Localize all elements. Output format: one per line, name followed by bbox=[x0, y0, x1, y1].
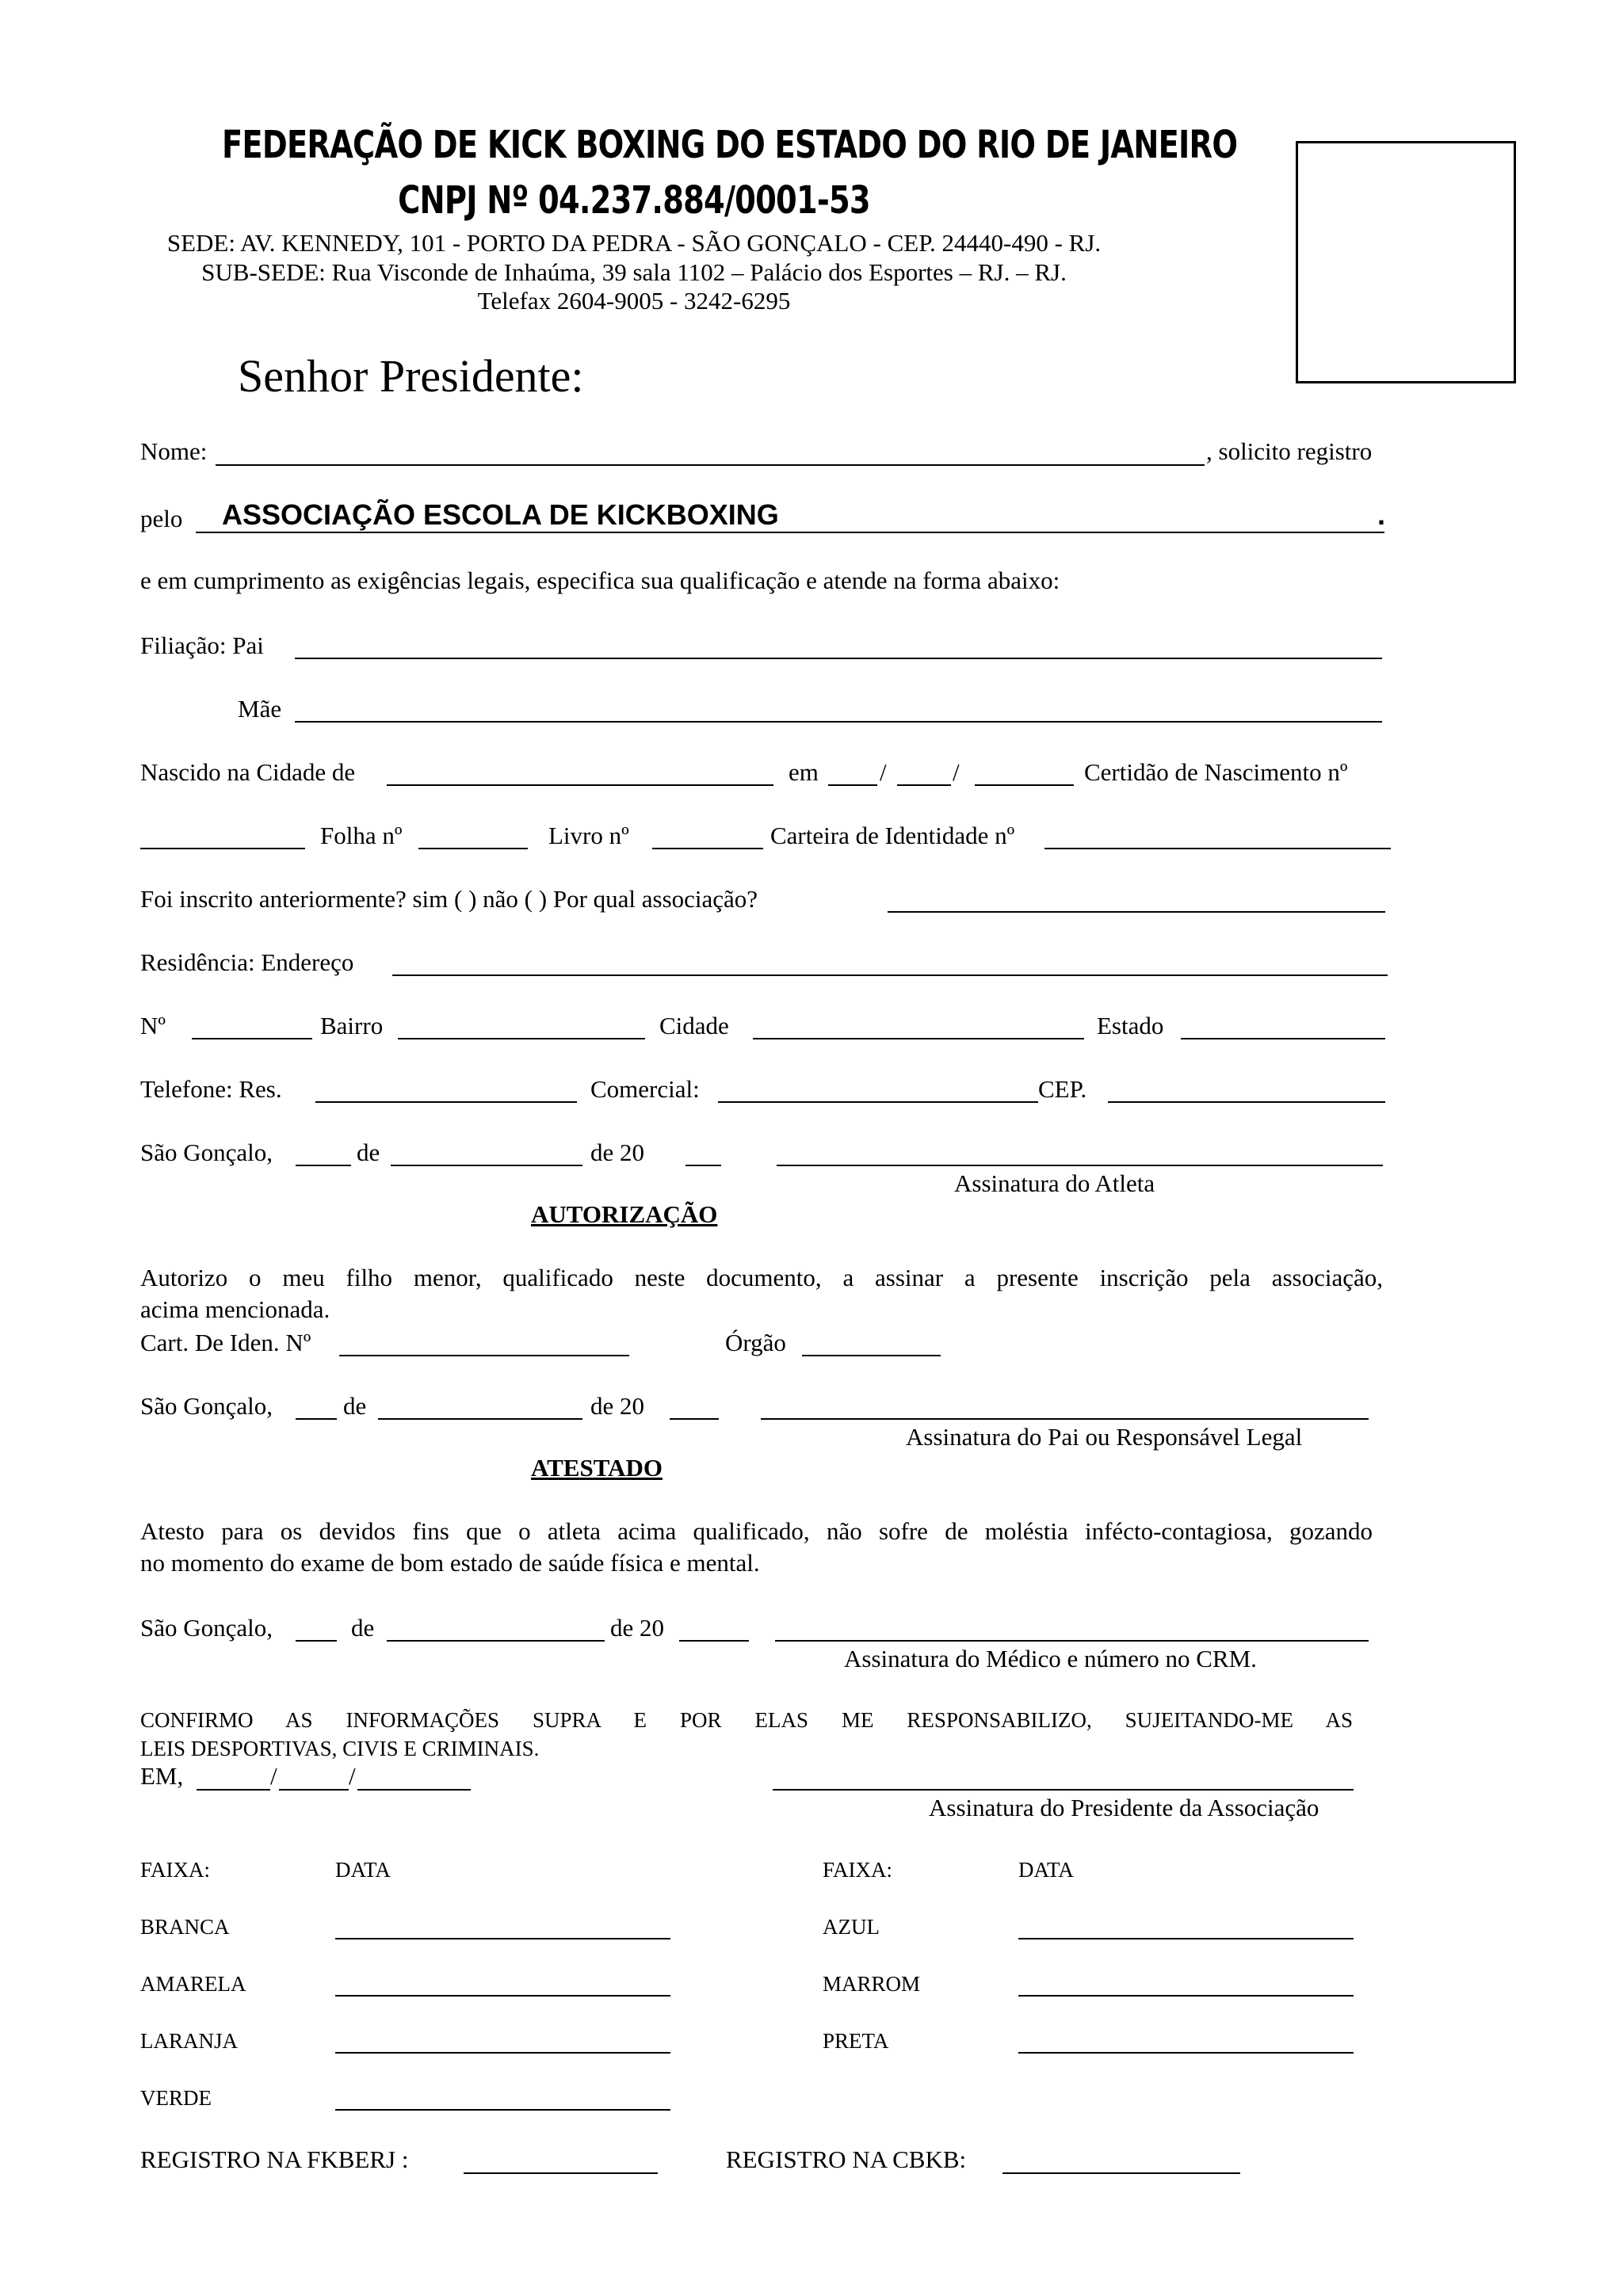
mae-label: Mãe bbox=[238, 695, 282, 723]
pelo-label: pelo bbox=[140, 505, 183, 532]
cidade-nascimento-field[interactable] bbox=[387, 784, 773, 786]
atestado-text-2: no momento do exame de bom estado de saúde física e mental. bbox=[140, 1549, 760, 1577]
cnpj-number: CNPJ Nº 04.237.884/0001-53 bbox=[398, 178, 870, 223]
nascido-label: Nascido na Cidade de bbox=[140, 758, 356, 786]
folha-label: Folha nº bbox=[320, 822, 403, 849]
de-atleta: de bbox=[357, 1138, 380, 1166]
carteira-field[interactable] bbox=[1044, 848, 1391, 849]
faixa-amarela-date-field[interactable] bbox=[335, 1995, 670, 1997]
confirmo-text-1: CONFIRMO AS INFORMAÇÕES SUPRA E POR ELAS ME RESPONSABILIZO, SUJEITANDO-ME AS bbox=[140, 1708, 1353, 1732]
faixa-branca: BRANCA bbox=[140, 1915, 230, 1939]
bairro-field[interactable] bbox=[398, 1038, 645, 1039]
certidao-field[interactable] bbox=[140, 848, 305, 849]
faixa-azul-date-field[interactable] bbox=[1018, 1938, 1354, 1939]
faixa-header-left: FAIXA: bbox=[140, 1858, 211, 1882]
cep-field[interactable] bbox=[1108, 1101, 1385, 1103]
em-ano-field[interactable] bbox=[357, 1789, 471, 1791]
cidade-field[interactable] bbox=[753, 1038, 1084, 1039]
orgao-field[interactable] bbox=[802, 1355, 941, 1356]
em-dia-field[interactable] bbox=[197, 1789, 270, 1791]
association-period: . bbox=[1377, 498, 1386, 531]
pelo-underline bbox=[196, 532, 1384, 533]
em-slash-2: / bbox=[349, 1762, 356, 1790]
endereco-field[interactable] bbox=[392, 974, 1388, 976]
federation-title: FEDERAÇÃO DE KICK BOXING DO ESTADO DO RIO DE JANEIRO bbox=[222, 123, 1238, 167]
autorizacao-title: AUTORIZAÇÃO bbox=[531, 1200, 718, 1228]
mes-nascimento-field[interactable] bbox=[897, 784, 951, 786]
sao-goncalo-atleta: São Gonçalo, bbox=[140, 1138, 273, 1166]
faixa-verde-date-field[interactable] bbox=[335, 2109, 670, 2111]
slash-1: / bbox=[880, 758, 887, 786]
cart-iden-field[interactable] bbox=[339, 1355, 629, 1356]
comercial-label: Comercial: bbox=[590, 1075, 700, 1103]
em-label: EM, bbox=[140, 1762, 184, 1790]
faixa-preta-date-field[interactable] bbox=[1018, 2052, 1354, 2054]
registro-fkberj-label: REGISTRO NA FKBERJ : bbox=[140, 2145, 409, 2173]
mes-atleta-field[interactable] bbox=[391, 1165, 582, 1166]
slash-2: / bbox=[953, 758, 960, 786]
filiacao-pai-label: Filiação: Pai bbox=[140, 631, 264, 659]
pai-field[interactable] bbox=[295, 658, 1382, 659]
assinatura-pai-field[interactable] bbox=[761, 1418, 1369, 1420]
ano-atleta-field[interactable] bbox=[685, 1165, 721, 1166]
de-medico: de bbox=[351, 1614, 375, 1642]
livro-field[interactable] bbox=[652, 848, 763, 849]
foi-inscrito-label: Foi inscrito anteriormente? sim ( ) não ( ) Por qual associação? bbox=[140, 885, 758, 913]
comercial-field[interactable] bbox=[718, 1101, 1038, 1103]
bairro-label: Bairro bbox=[320, 1012, 384, 1039]
dia-pai-field[interactable] bbox=[296, 1418, 337, 1420]
dia-medico-field[interactable] bbox=[296, 1640, 337, 1642]
residencia-label: Residência: Endereço bbox=[140, 948, 354, 976]
em-slash-1: / bbox=[270, 1762, 277, 1790]
mes-pai-field[interactable] bbox=[378, 1418, 582, 1420]
faixa-marrom: MARROM bbox=[823, 1972, 921, 1996]
autorizacao-text-2: acima mencionada. bbox=[140, 1295, 330, 1323]
estado-label: Estado bbox=[1097, 1012, 1164, 1039]
de20-atleta: de 20 bbox=[590, 1138, 645, 1166]
mae-field[interactable] bbox=[295, 721, 1382, 723]
data-header-left: DATA bbox=[335, 1858, 391, 1882]
registro-cbkb-field[interactable] bbox=[1002, 2172, 1240, 2174]
mes-medico-field[interactable] bbox=[387, 1640, 605, 1642]
dia-atleta-field[interactable] bbox=[296, 1165, 351, 1166]
associacao-anterior-field[interactable] bbox=[888, 911, 1385, 913]
nome-field[interactable] bbox=[216, 464, 1205, 466]
faixa-marrom-date-field[interactable] bbox=[1018, 1995, 1354, 1997]
confirmo-text-2: LEIS DESPORTIVAS, CIVIS E CRIMINAIS. bbox=[140, 1737, 540, 1760]
photo-box bbox=[1296, 141, 1516, 383]
assinatura-pai-label: Assinatura do Pai ou Responsável Legal bbox=[906, 1423, 1303, 1451]
faixa-amarela: AMARELA bbox=[140, 1972, 246, 1996]
subsede-address: SUB-SEDE: Rua Visconde de Inhaúma, 39 sala 1102 – Palácio dos Esportes – RJ. – RJ. bbox=[201, 258, 1067, 286]
faixa-azul: AZUL bbox=[823, 1915, 880, 1939]
ano-medico-field[interactable] bbox=[679, 1640, 749, 1642]
assinatura-atleta-label: Assinatura do Atleta bbox=[954, 1169, 1155, 1197]
assinatura-atleta-field[interactable] bbox=[777, 1165, 1383, 1166]
faixa-laranja: LARANJA bbox=[140, 2029, 239, 2053]
faixa-laranja-date-field[interactable] bbox=[335, 2052, 670, 2054]
numero-field[interactable] bbox=[192, 1038, 312, 1039]
estado-field[interactable] bbox=[1181, 1038, 1385, 1039]
de20-pai: de 20 bbox=[590, 1392, 645, 1420]
cidade-label: Cidade bbox=[659, 1012, 729, 1039]
autorizacao-text-1: Autorizo o meu filho menor, qualificado neste documento, a assinar a presente inscrição pela associação, bbox=[140, 1264, 1383, 1291]
nome-label: Nome: bbox=[140, 437, 208, 465]
telefax: Telefax 2604-9005 - 3242-6295 bbox=[477, 287, 791, 315]
de20-medico: de 20 bbox=[610, 1614, 665, 1642]
cart-iden-label: Cart. De Iden. Nº bbox=[140, 1329, 311, 1356]
association-name: ASSOCIAÇÃO ESCOLA DE KICKBOXING bbox=[222, 498, 779, 531]
assinatura-medico-field[interactable] bbox=[775, 1640, 1369, 1642]
faixa-verde: VERDE bbox=[140, 2086, 212, 2110]
assinatura-medico-label: Assinatura do Médico e número no CRM. bbox=[844, 1645, 1257, 1672]
sao-goncalo-pai: São Gonçalo, bbox=[140, 1392, 273, 1420]
registro-cbkb-label: REGISTRO NA CBKB: bbox=[726, 2145, 967, 2173]
salutation: Senhor Presidente: bbox=[238, 350, 584, 402]
faixa-preta: PRETA bbox=[823, 2029, 889, 2053]
atestado-text-1: Atesto para os devidos fins que o atleta acima qualificado, não sofre de moléstia infécto-contagiosa, gozando bbox=[140, 1517, 1373, 1545]
intro-text: e em cumprimento as exigências legais, especifica sua qualificação e atende na forma abaixo: bbox=[140, 566, 1060, 594]
sede-address: SEDE: AV. KENNEDY, 101 - PORTO DA PEDRA - SÃO GONÇALO - CEP. 24440-490 - RJ. bbox=[166, 229, 1102, 257]
atestado-title: ATESTADO bbox=[531, 1454, 663, 1482]
faixa-branca-date-field[interactable] bbox=[335, 1938, 670, 1939]
cep-label: CEP. bbox=[1038, 1075, 1087, 1103]
ano-nascimento-field[interactable] bbox=[975, 784, 1074, 786]
de-pai: de bbox=[343, 1392, 367, 1420]
telefone-label: Telefone: Res. bbox=[140, 1075, 282, 1103]
faixa-header-right: FAIXA: bbox=[823, 1858, 893, 1882]
livro-label: Livro nº bbox=[548, 822, 629, 849]
carteira-label: Carteira de Identidade nº bbox=[770, 822, 1015, 849]
dia-nascimento-field[interactable] bbox=[828, 784, 877, 786]
folha-field[interactable] bbox=[418, 848, 528, 849]
data-header-right: DATA bbox=[1018, 1858, 1074, 1882]
numero-label: Nº bbox=[140, 1012, 166, 1039]
ano-pai-field[interactable] bbox=[670, 1418, 719, 1420]
registro-fkberj-field[interactable] bbox=[464, 2172, 658, 2174]
assinatura-presidente-label: Assinatura do Presidente da Associação bbox=[929, 1794, 1319, 1821]
telefone-res-field[interactable] bbox=[315, 1101, 577, 1103]
certidao-label: Certidão de Nascimento nº bbox=[1084, 758, 1348, 786]
em-mes-field[interactable] bbox=[279, 1789, 349, 1791]
em-label: em bbox=[789, 758, 819, 786]
sao-goncalo-medico: São Gonçalo, bbox=[140, 1614, 273, 1642]
orgao-label: Órgão bbox=[725, 1329, 786, 1356]
solicito-text: , solicito registro bbox=[1206, 437, 1373, 465]
assinatura-presidente-field[interactable] bbox=[773, 1789, 1354, 1791]
